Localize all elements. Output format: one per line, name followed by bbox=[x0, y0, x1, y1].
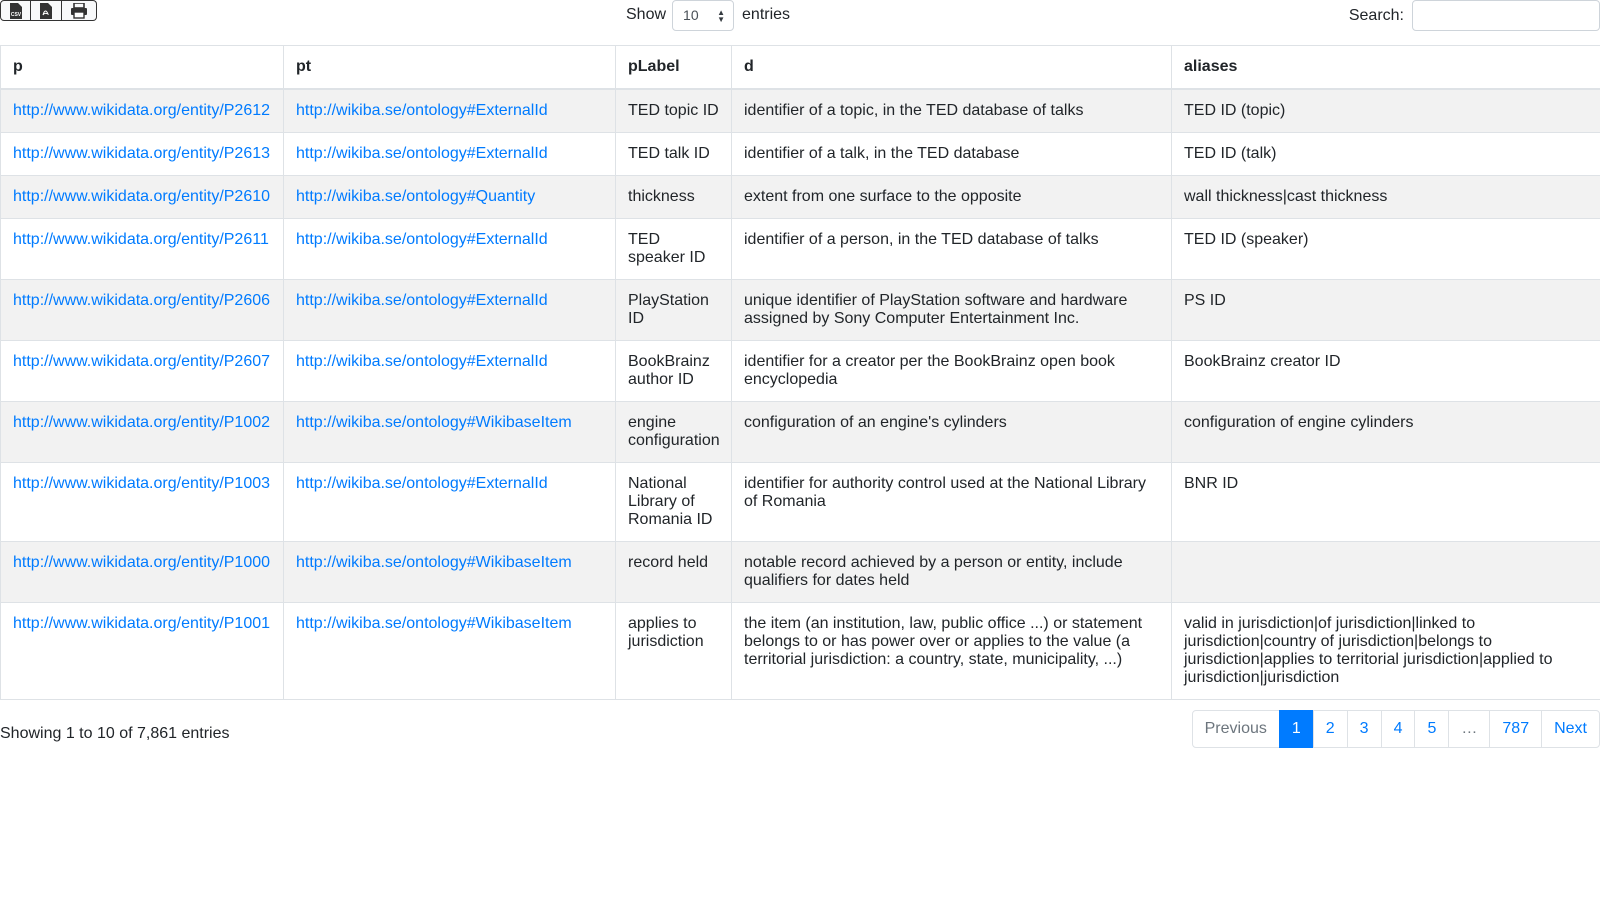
cell-aliases: configuration of engine cylinders bbox=[1172, 402, 1600, 463]
cell-plabel: BookBrainz author ID bbox=[616, 341, 732, 402]
cell-p bbox=[1, 89, 284, 133]
table-row bbox=[1, 341, 1600, 402]
column-header-pt[interactable]: pt bbox=[284, 46, 616, 90]
show-label: Show bbox=[626, 6, 667, 23]
cell-pt bbox=[284, 219, 616, 280]
column-header-plabel[interactable]: pLabel bbox=[616, 46, 732, 90]
cell-description: identifier for a creator per the BookBrainz open book encyclopedia bbox=[732, 341, 1172, 402]
cell-plabel: TED talk ID bbox=[616, 133, 732, 176]
table-row bbox=[1, 463, 1600, 542]
entries-label: entries bbox=[742, 6, 791, 23]
cell-plabel: TED topic ID bbox=[616, 89, 732, 133]
property-link[interactable]: http://www.wikidata.org/entity/P1003 bbox=[13, 475, 271, 492]
property-link[interactable]: http://www.wikidata.org/entity/P1001 bbox=[13, 615, 271, 632]
table-row bbox=[1, 280, 1600, 341]
property-type-link[interactable]: http://wikiba.se/ontology#ExternalId bbox=[296, 475, 548, 492]
cell-plabel: engine configuration bbox=[616, 402, 732, 463]
page-length-control bbox=[626, 0, 790, 30]
search-control bbox=[1349, 0, 1600, 31]
cell-plabel: record held bbox=[616, 542, 732, 603]
cell-p bbox=[1, 176, 284, 219]
property-type-link[interactable]: http://wikiba.se/ontology#ExternalId bbox=[296, 102, 548, 119]
cell-aliases: valid in jurisdiction|of jurisdiction|linked to jurisdiction|country of jurisdiction|belongs to jurisdiction|applies to territorial jurisdiction|applied to jurisdiction|jurisdiction bbox=[1172, 603, 1600, 700]
cell-aliases: TED ID (talk) bbox=[1172, 133, 1600, 176]
property-link[interactable]: http://www.wikidata.org/entity/P2606 bbox=[13, 292, 271, 309]
next-page-button[interactable]: Next bbox=[1541, 710, 1600, 748]
page-length-select[interactable] bbox=[672, 0, 734, 31]
cell-description: unique identifier of PlayStation software and hardware assigned by Sony Computer Entertainment Inc. bbox=[732, 280, 1172, 341]
cell-p bbox=[1, 341, 284, 402]
property-type-link[interactable]: http://wikiba.se/ontology#ExternalId bbox=[296, 145, 548, 162]
cell-pt bbox=[284, 280, 616, 341]
column-header-aliases[interactable]: aliases bbox=[1172, 46, 1600, 90]
page-button-2[interactable]: 2 bbox=[1313, 710, 1348, 748]
cell-p bbox=[1, 133, 284, 176]
cell-description: the item (an institution, law, public office ...) or statement belongs to or has power over or applies to the value (a territorial jurisdiction: a country, state, municipality, ...) bbox=[732, 603, 1172, 700]
cell-aliases: BNR ID bbox=[1172, 463, 1600, 542]
page-button-4[interactable]: 4 bbox=[1381, 710, 1416, 748]
property-type-link[interactable]: http://wikiba.se/ontology#ExternalId bbox=[296, 231, 548, 248]
property-link[interactable]: http://www.wikidata.org/entity/P2612 bbox=[13, 102, 271, 119]
property-link[interactable]: http://www.wikidata.org/entity/P2607 bbox=[13, 353, 271, 370]
export-button-group bbox=[0, 0, 97, 21]
cell-p bbox=[1, 603, 284, 700]
cell-pt bbox=[284, 402, 616, 463]
cell-aliases: BookBrainz creator ID bbox=[1172, 341, 1600, 402]
export-csv-button[interactable] bbox=[0, 0, 31, 21]
table-row bbox=[1, 542, 1600, 603]
page-button-3[interactable]: 3 bbox=[1347, 710, 1382, 748]
search-label: Search: bbox=[1348, 6, 1404, 24]
property-type-link[interactable]: http://wikiba.se/ontology#WikibaseItem bbox=[296, 615, 572, 632]
table-row bbox=[1, 219, 1600, 280]
table-row bbox=[1, 89, 1600, 133]
cell-aliases: TED ID (topic) bbox=[1172, 89, 1600, 133]
property-link[interactable]: http://www.wikidata.org/entity/P1002 bbox=[13, 414, 271, 431]
cell-p bbox=[1, 463, 284, 542]
cell-description: identifier of a person, in the TED database of talks bbox=[732, 219, 1172, 280]
property-type-link[interactable]: http://wikiba.se/ontology#ExternalId bbox=[296, 292, 548, 309]
cell-pt bbox=[284, 603, 616, 700]
cell-aliases: TED ID (speaker) bbox=[1172, 219, 1600, 280]
cell-aliases: PS ID bbox=[1172, 280, 1600, 341]
pdf-file-icon bbox=[39, 3, 53, 19]
cell-description: identifier of a talk, in the TED database bbox=[732, 133, 1172, 176]
property-link[interactable]: http://www.wikidata.org/entity/P2610 bbox=[13, 188, 271, 205]
csv-file-icon bbox=[9, 3, 23, 19]
cell-aliases: wall thickness|cast thickness bbox=[1172, 176, 1600, 219]
property-type-link[interactable]: http://wikiba.se/ontology#WikibaseItem bbox=[296, 554, 572, 571]
cell-description: identifier for authority control used at the National Library of Romania bbox=[732, 463, 1172, 542]
table-toolbar bbox=[0, 0, 1600, 45]
cell-pt bbox=[284, 133, 616, 176]
column-header-d[interactable]: d bbox=[732, 46, 1172, 90]
cell-p bbox=[1, 542, 284, 603]
cell-aliases bbox=[1172, 542, 1600, 603]
table-row bbox=[1, 603, 1600, 700]
property-link[interactable]: http://www.wikidata.org/entity/P2613 bbox=[13, 145, 271, 162]
cell-plabel: PlayStation ID bbox=[616, 280, 732, 341]
cell-pt bbox=[284, 176, 616, 219]
export-pdf-button[interactable] bbox=[31, 0, 62, 21]
table-header-row bbox=[1, 46, 1600, 90]
print-icon bbox=[70, 3, 88, 19]
print-button[interactable] bbox=[62, 0, 97, 21]
cell-pt bbox=[284, 89, 616, 133]
pagination bbox=[1193, 710, 1600, 748]
page-ellipsis: … bbox=[1448, 710, 1490, 748]
cell-plabel: applies to jurisdiction bbox=[616, 603, 732, 700]
property-link[interactable]: http://www.wikidata.org/entity/P1000 bbox=[13, 554, 271, 571]
page-button-787[interactable]: 787 bbox=[1489, 710, 1542, 748]
data-table bbox=[0, 45, 1600, 700]
previous-page-button[interactable]: Previous bbox=[1192, 710, 1280, 748]
cell-p bbox=[1, 280, 284, 341]
property-type-link[interactable]: http://wikiba.se/ontology#Quantity bbox=[296, 188, 536, 205]
cell-plabel: thickness bbox=[616, 176, 732, 219]
cell-description: configuration of an engine's cylinders bbox=[732, 402, 1172, 463]
cell-plabel: National Library of Romania ID bbox=[616, 463, 732, 542]
cell-description: extent from one surface to the opposite bbox=[732, 176, 1172, 219]
table-row bbox=[1, 133, 1600, 176]
cell-pt bbox=[284, 463, 616, 542]
table-info: Showing 1 to 10 of 7,861 entries bbox=[0, 725, 230, 742]
cell-description: notable record achieved by a person or entity, include qualifiers for dates held bbox=[732, 542, 1172, 603]
property-type-link[interactable]: http://wikiba.se/ontology#WikibaseItem bbox=[296, 414, 572, 431]
cell-p bbox=[1, 402, 284, 463]
select-arrows-icon: ▲ ▼ bbox=[717, 7, 726, 24]
table-row bbox=[1, 402, 1600, 463]
cell-pt bbox=[284, 542, 616, 603]
page-button-5[interactable]: 5 bbox=[1414, 710, 1449, 748]
cell-p bbox=[1, 219, 284, 280]
cell-description: identifier of a topic, in the TED database of talks bbox=[732, 89, 1172, 133]
page-length-value: 10 bbox=[683, 7, 699, 23]
search-input[interactable] bbox=[1412, 0, 1600, 31]
svg-text:CSV: CSV bbox=[10, 11, 21, 18]
column-header-p[interactable]: p bbox=[1, 46, 284, 90]
page-button-1[interactable]: 1 bbox=[1279, 710, 1314, 748]
cell-plabel: TED speaker ID bbox=[616, 219, 732, 280]
property-link[interactable]: http://www.wikidata.org/entity/P2611 bbox=[13, 231, 269, 248]
table-row bbox=[1, 176, 1600, 219]
property-type-link[interactable]: http://wikiba.se/ontology#ExternalId bbox=[296, 353, 548, 370]
cell-pt bbox=[284, 341, 616, 402]
